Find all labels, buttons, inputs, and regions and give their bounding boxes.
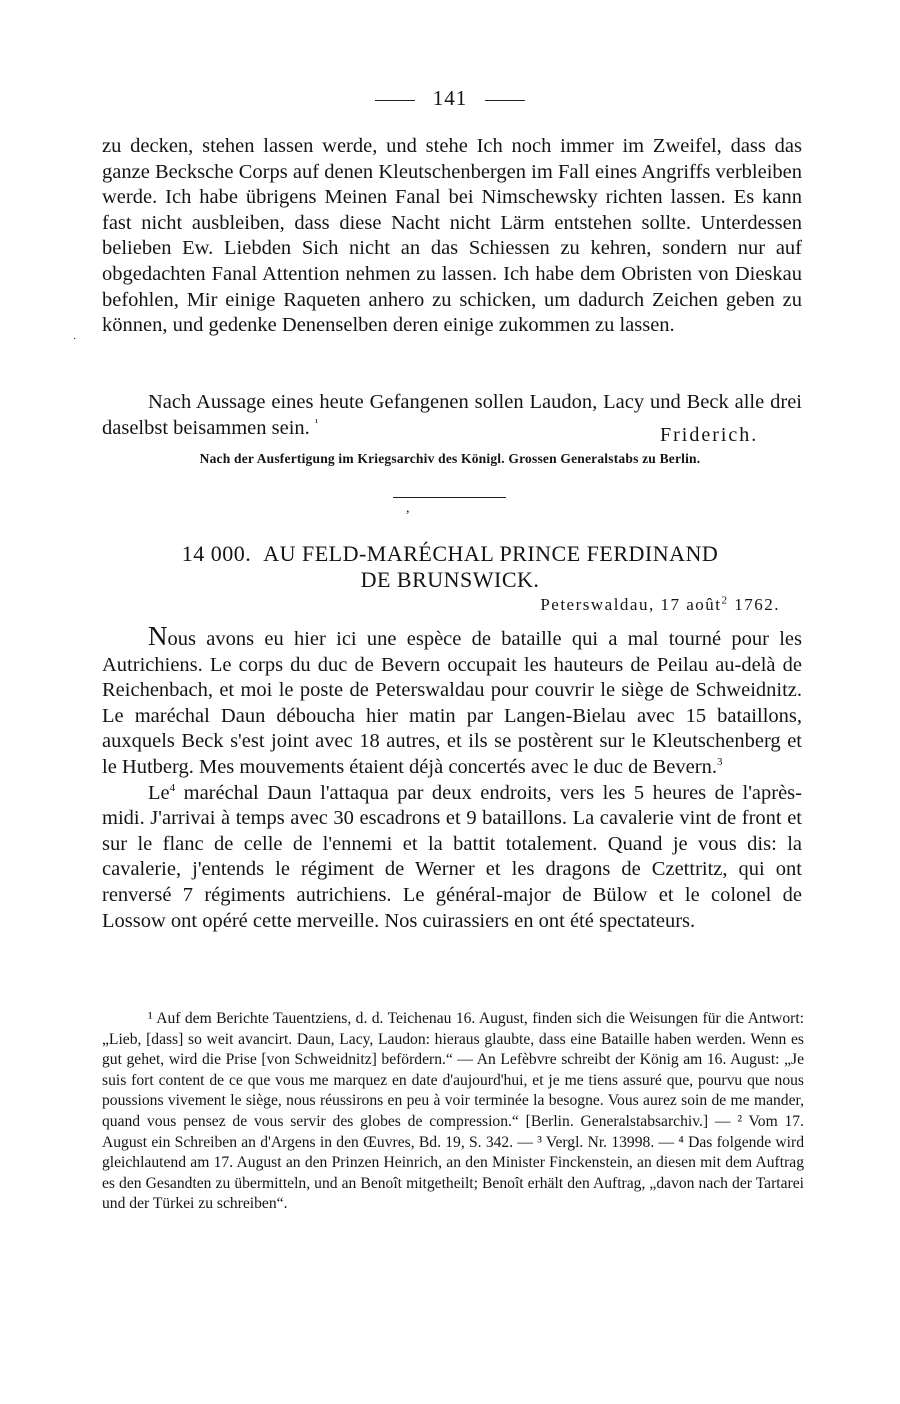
signature: Friderich.	[660, 424, 759, 446]
header-dash-right	[485, 100, 525, 101]
footnote-ref-2: 2	[721, 594, 729, 607]
letter-1-closing-text: Nach Aussage eines heute Gefangenen sollen Laudon, Lacy und Beck alle drei daselbst beisammen sein.	[102, 391, 802, 439]
header-dash-left	[375, 100, 415, 101]
divider-mark: ,	[406, 501, 410, 516]
initial-capital: N	[148, 621, 168, 651]
dateline	[500, 595, 780, 615]
page-header	[0, 86, 900, 111]
dateline-place: Peterswaldau,	[540, 595, 655, 614]
title-line-1	[0, 541, 900, 567]
letter-1-paragraph-1	[102, 134, 802, 339]
footnotes-text: ¹ Auf dem Berichte Tauentziens, d. d. Teichenau 16. August, finden sich die Weisungen für die Antwort: „Lieb, [dass] so weit avancirt. Daun, Lacy, Laudon: hieraus glaubte, dass eine Bataille haben werden. Wenn es gut gehet, wird die Prise [von Schweidnitz] befördern.“ — An Lefèbvre schreibt der König am 16. August: „Je suis fort content de ce que vous me marquez en date d'aujourd'hui, et je me tiens assuré que, pourvu que nous poussions vivement le siège, nous réussirons en peu à voir terminée la besogne. Vous aurez soin de me mander, quand vous pensez de vous servir des globes de compression.“ [Berlin. Generalstabsarchiv.] — ² Vom 17. August ein Schreiben an d'Argens in den Œuvres, Bd. 19, S. 342. — ³ Vergl. Nr. 13998. — ⁴ Das folgende wird gleichlautend am 17. August an den Prinzen Heinrich, an den Minister Finckenstein, an diesen mit dem Auftrag es den Gesandten zu übermitteln, und an Benoît mitgetheilt; Benoît erhält den Auftrag, „davon nach der Tartarei und der Türkei zu schreiben“.	[102, 1010, 804, 1213]
letter-2-paragraph-2-text: maréchal Daun l'attaqua par deux endroits, vers les 5 heures de l'après-midi. J'arrivai à temps avec 30 escadrons et 9 bataillons. La cavalerie vint de front et sur le flanc de celle de l'ennemi et la battit totalement. Quand je vous dis: la cavalerie, j'entends le régiment de Werner et les dragons de Czettritz, qui ont renversé 7 régiments autrichiens. Le général-major de Bülow et le colonel de Lossow ont opéré cette merveille. Nos cuirassiers en ont été spectateurs.	[102, 781, 802, 932]
dateline-date: 17 août	[660, 595, 722, 614]
letter-2-paragraph-2-start: Le	[148, 781, 170, 804]
letter-2-paragraph-1-text: ous avons eu hier ici une espèce de bataille qui a mal tourné pour les Autrichiens. Le corps du duc de Bevern occupait les hauteurs de Peilau au-delà de Reichenbach, et moi le poste de Peterswaldau pour couvrir le siège de Schweidnitz. Le maréchal Daun déboucha hier matin par Langen-Bielau avec 15 bataillons, auxquels Beck s'est joint avec 18 autres, et ils se postèrent sur le Kleutschenberg et le Hutberg. Mes mouvements étaient déjà concertés avec le duc de Bevern.	[102, 628, 802, 778]
letter-2-body	[102, 621, 802, 934]
letter-2-paragraph-1	[102, 621, 802, 781]
archive-source-note: Nach der Ausfertigung im Kriegsarchiv des Königl. Grossen Generalstabs zu Berlin.	[199, 451, 701, 466]
footnote-ref-3: 3	[716, 756, 723, 769]
footnotes	[102, 1009, 804, 1215]
addressee-line-2: DE BRUNSWICK.	[360, 567, 540, 592]
footnote-ref-4: 4	[169, 781, 176, 794]
footnote-ref-1: ¹	[314, 416, 319, 429]
addressee-line-1: AU FELD-MARÉCHAL PRINCE FERDINAND	[263, 541, 719, 566]
letter-2-paragraph-2	[102, 781, 802, 935]
letter-2-title	[0, 541, 900, 593]
dateline-year: 1762.	[734, 595, 780, 614]
letter-1-text: zu decken, stehen lassen werde, und stehe Ich noch immer im Zweifel, dass das ganze Becksche Corps auf denen Kleutschenbergen im Fall eines Angriffs verbleiben werde. Ich habe übrigens Meinen Fanal bei Nimschewsky richten lassen. Es kann fast nicht ausbleiben, dass diese Nacht nicht Lärm entstehen sollte. Unterdessen belieben Ew. Liebden Sich nicht an das Schiessen zu kehren, sondern nur auf obgedachten Fanal Attention nehmen zu lassen. Ich habe dem Obristen von Dieskau befohlen, Mir einige Raqueten anhero zu schicken, um dadurch Zeichen geben zu können, und gedenke Denenselben deren einige zukommen zu lassen.	[102, 135, 802, 337]
letter-number: 14 000.	[181, 541, 252, 566]
section-divider	[393, 497, 506, 498]
margin-mark: ·	[73, 334, 77, 345]
page-number: 141	[432, 86, 468, 110]
